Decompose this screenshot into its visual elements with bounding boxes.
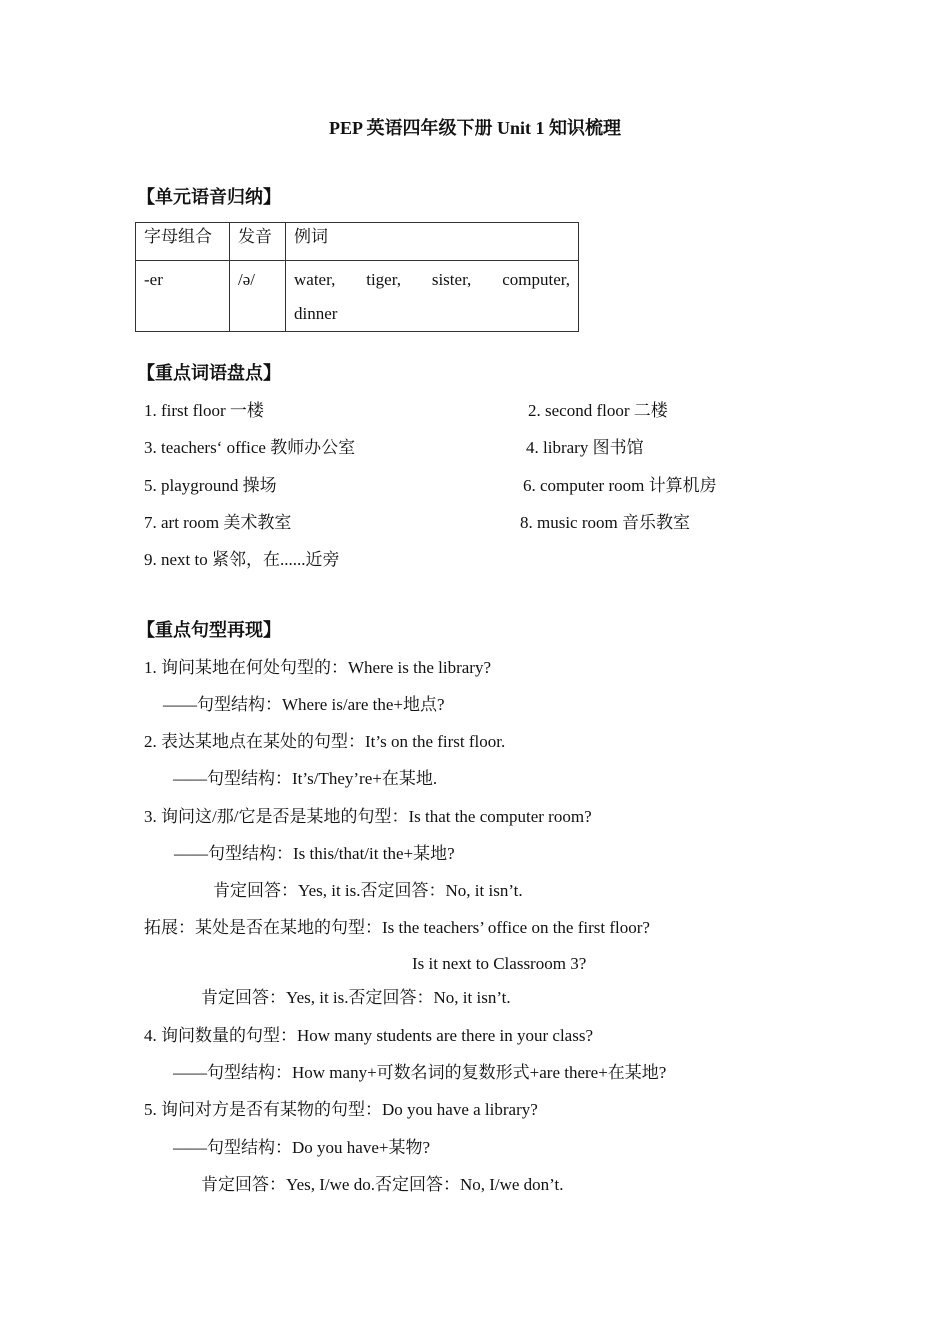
vocab-item: 2. second floor 二楼: [528, 401, 668, 420]
vocab-item: 5. playground 操场: [144, 476, 277, 495]
table-header-row: [136, 223, 579, 261]
vocab-item: 7. art room 美术教室: [144, 513, 292, 532]
sentence-line: ——句型结构：Where is/are the+地点?: [163, 695, 445, 714]
sentence-line: 1. 询问某地在何处句型的：Where is the library?: [144, 658, 492, 677]
vocab-item: 8. music room 音乐教室: [520, 513, 690, 532]
sentence-line: 肯定回答：Yes, it is.否定回答：No, it isn’t.: [213, 881, 523, 900]
sentence-line: 2. 表达某地点在某处的句型：It’s on the first floor.: [144, 732, 506, 751]
cell-sound: /ə/: [230, 261, 286, 332]
sentence-line: 4. 询问数量的句型：How many students are there in your class?: [144, 1026, 593, 1045]
header-sound: 发音: [230, 223, 286, 261]
sentence-line: ——句型结构：Is this/that/it the+某地?: [174, 844, 455, 863]
vocab-item: 9. next to 紧邻，在......近旁: [144, 550, 340, 569]
example-word: water,: [294, 270, 336, 289]
vocab-heading: 【重点词语盘点】: [137, 363, 281, 383]
example-word: computer,: [502, 270, 570, 289]
sentence-line: Is it next to Classroom 3?: [412, 954, 587, 973]
page-title: PEP 英语四年级下册 Unit 1 知识梳理: [328, 118, 621, 138]
sentence-line: 5. 询问对方是否有某物的句型：Do you have a library?: [144, 1100, 538, 1119]
sentence-line: 拓展：某处是否在某地的句型：Is the teachers’ office on the first floor?: [144, 918, 650, 937]
vocab-item: 4. library 图书馆: [526, 438, 644, 457]
header-examples: 例词: [286, 223, 579, 261]
sentence-line: 肯定回答：Yes, I/we do.否定回答：No, I/we don’t.: [201, 1175, 564, 1194]
sentence-line: ——句型结构：It’s/They’re+在某地.: [173, 769, 438, 788]
example-word: tiger,: [366, 270, 401, 289]
sentences-heading: 【重点句型再现】: [137, 620, 281, 640]
cell-letters: -er: [136, 261, 230, 332]
vocab-item: 1. first floor 一楼: [144, 401, 264, 420]
vocab-item: 3. teachers‘ office 教师办公室: [144, 438, 356, 457]
header-letters: 字母组合: [136, 223, 230, 261]
sentence-line: ——句型结构：Do you have+某物?: [173, 1138, 431, 1157]
sentence-line: 肯定回答：Yes, it is.否定回答：No, it isn’t.: [201, 988, 511, 1007]
cell-examples: [286, 261, 579, 332]
phonics-table: [135, 222, 579, 332]
sentence-line: 3. 询问这/那/它是否是某地的句型：Is that the computer room?: [144, 807, 592, 826]
phonics-heading: 【单元语音归纳】: [137, 187, 281, 207]
sentence-line: ——句型结构：How many+可数名词的复数形式+are there+在某地?: [173, 1063, 667, 1082]
examples-line-1: [294, 263, 570, 297]
example-word: sister,: [431, 270, 472, 289]
table-row: [136, 261, 579, 332]
examples-line-2: dinner: [294, 304, 338, 323]
vocab-item: 6. computer room 计算机房: [523, 476, 717, 495]
